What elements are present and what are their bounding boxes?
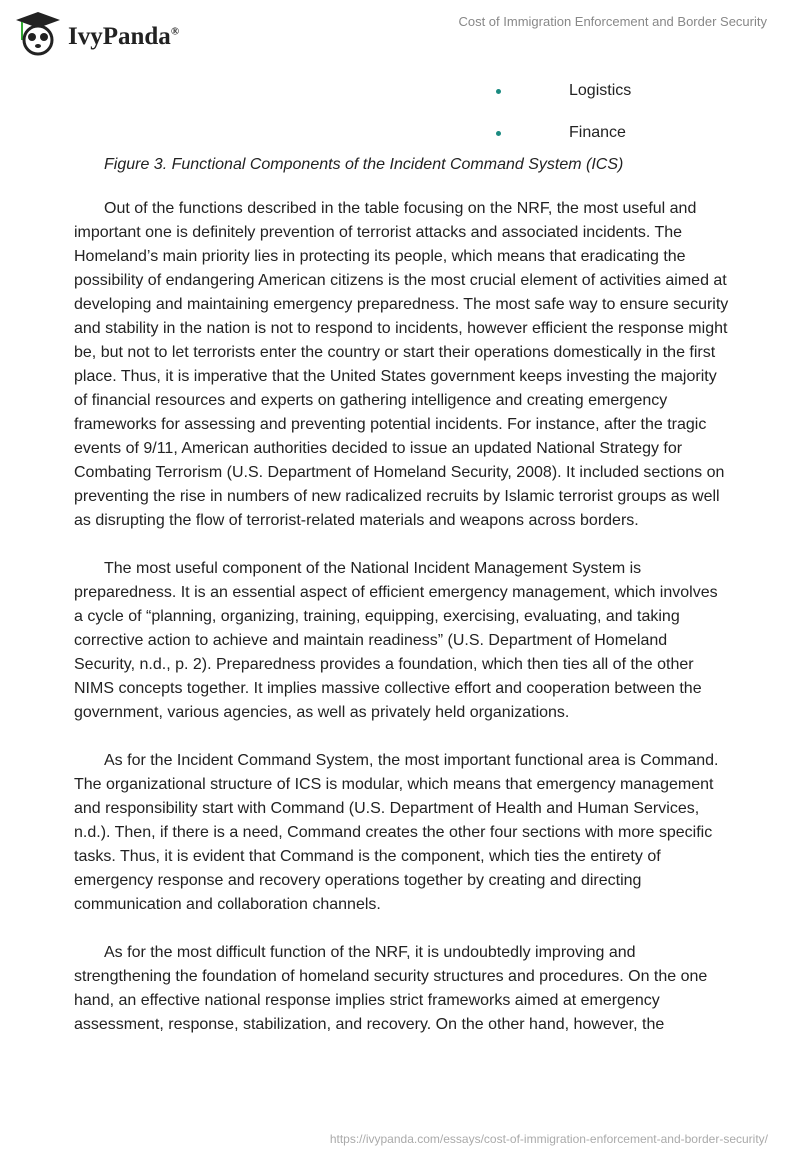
list-item [496, 112, 631, 154]
panda-logo-icon [14, 10, 62, 56]
document-title: Cost of Immigration Enforcement and Border Security [458, 14, 767, 29]
bullet-icon [496, 89, 501, 94]
ivypanda-logo[interactable] [14, 10, 179, 56]
essay-body [74, 197, 730, 1061]
figure-caption: Figure 3. Functional Components of the Incident Command System (ICS) [104, 156, 624, 173]
footer-url[interactable]: https://ivypanda.com/essays/cost-of-immigration-enforcement-and-border-security/ [329, 1132, 768, 1146]
paragraph: The most useful component of the National Incident Management System is preparedness. It is an essential aspect of efficient emergency management, which involves a cycle of “planning, organizing, training, equipping, exercising, evaluating, and taking corrective action to achieve and maintain readiness” (U.S. Department of Homeland Security, n.d., p. 2). Preparedness provides a foundation, which then ties all of the other NIMS concepts together. It implies massive collective effort and cooperation between the government, various agencies, as well as privately held organizations. [74, 560, 718, 721]
logo-text: IvyPanda® [68, 23, 180, 50]
list-item [496, 70, 631, 112]
list-item-label: Logistics [569, 82, 632, 99]
paragraph: As for the Incident Command System, the most important functional area is Command. The organizational structure of ICS is modular, which means that emergency management and responsibility start with Command (U.S. Department of Health and Human Services, n.d.). Then, if there is a need, Command creates the other four sections with more specific tasks. Thus, it is evident that Command is the component, which ties the entirety of emergency response and recovery operations together by creating and directing communication and collaboration channels. [74, 752, 719, 913]
paragraph: Out of the functions described in the table focusing on the NRF, the most useful and important one is definitely prevention of terrorist attacks and associated incidents. The Homeland’s main priority lies in protecting its people, which means that eradicating the possibility of endangering American citizens is the most crucial element of activities aimed at developing and maintaining emergency preparedness. The most safe way to ensure security and stability in the nation is not to respond to incidents, however efficient the response might be, but not to let terrorists enter the country or start their operations domestically in the first place. Thus, it is imperative that the United States government keeps investing the majority of financial resources and experts on gathering intelligence and creating emergency frameworks for assessing and preventing potential incidents. For instance, after the tragic events of 9/11, American authorities decided to issue an updated National Strategy for Combating Terrorism (U.S. Department of Homeland Security, 2008). It included sections on preventing the rise in numbers of new radicalized recruits by Islamic terrorist groups as well as disrupting the flow of terrorist-related materials and weapons across borders. [74, 200, 729, 529]
paragraph: As for the most difficult function of the NRF, it is undoubtedly improving and strengthening the foundation of homeland security structures and procedures. On the one hand, an effective national response implies strict frameworks aimed at emergency assessment, response, stabilization, and recovery. On the other hand, however, the [74, 944, 708, 1033]
bullet-list [496, 70, 631, 154]
bullet-icon [496, 131, 501, 136]
list-item-label: Finance [569, 124, 626, 141]
